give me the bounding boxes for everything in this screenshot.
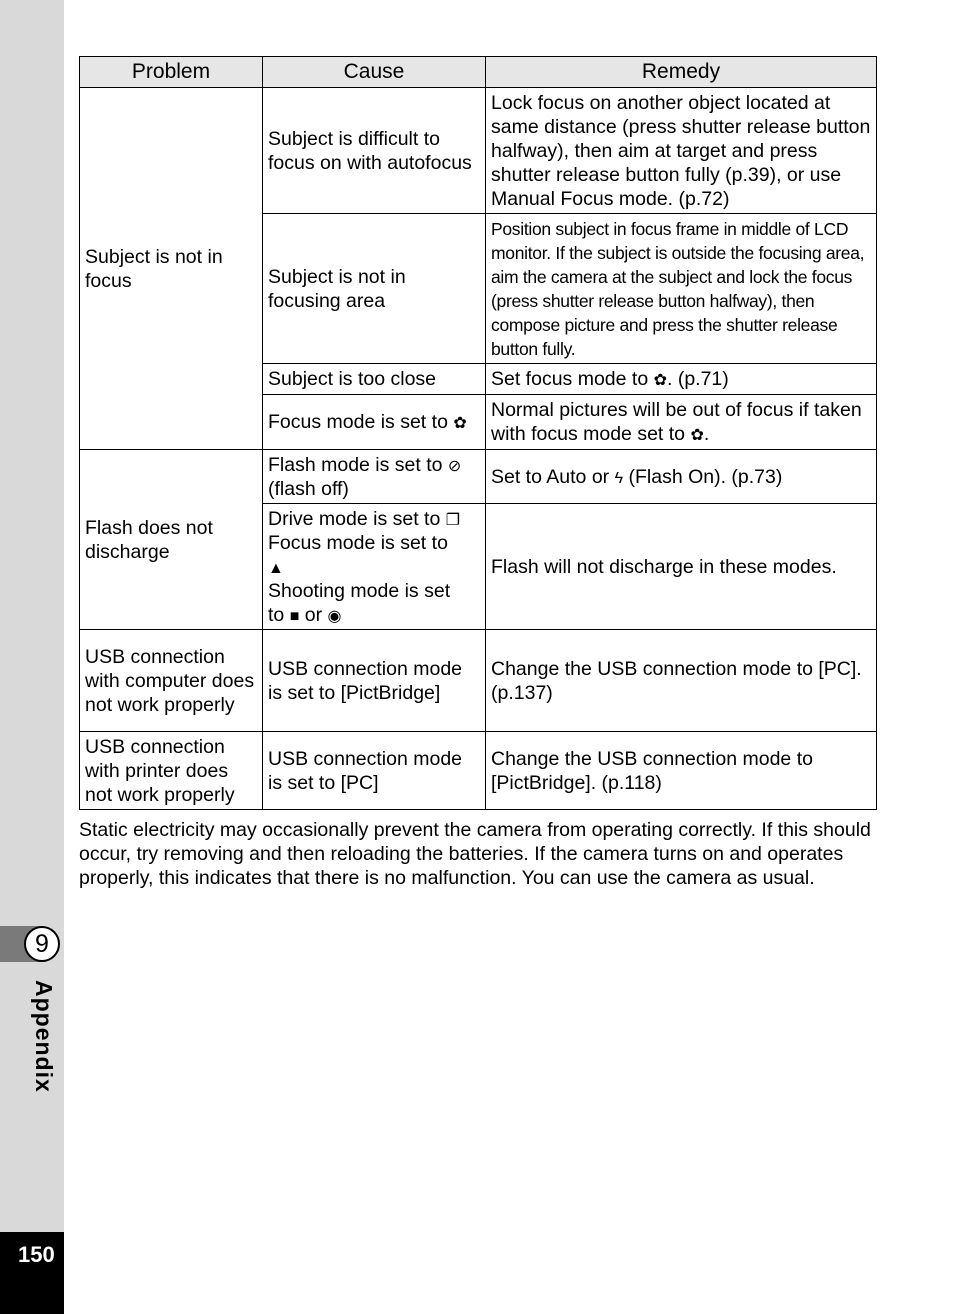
remedy-cell: Change the USB connection mode to [PC]. (p.137) — [486, 630, 877, 732]
cause-cell: Subject is not in focusing area — [263, 214, 486, 364]
header-remedy: Remedy — [486, 57, 877, 88]
macro-tulip-icon: ✿ — [453, 415, 467, 432]
remedy-text: . (p.71) — [667, 368, 729, 390]
cause-cell — [263, 395, 486, 450]
remedy-cell — [486, 450, 877, 504]
cause-text: Drive mode is set to — [268, 507, 446, 530]
cause-text: Flash mode is set to — [268, 453, 448, 476]
cause-cell — [263, 504, 486, 630]
movie-camera-icon: ■ — [289, 607, 300, 625]
table-row — [80, 630, 877, 732]
header-cause: Cause — [263, 57, 486, 88]
problem-cell: USB connection with printer does not work properly — [80, 732, 263, 810]
cause-text: to — [268, 603, 290, 626]
remedy-cell: Lock focus on another object located at same distance (press shutter release button halfway), then aim at target and press shutter release button fully (p.39), or use Manual Focus mode. (p.72) — [486, 88, 877, 214]
remedy-text: Set focus mode to — [491, 368, 654, 390]
cause-text: (flash off) — [268, 477, 349, 500]
problem-cell: Subject is not in focus — [80, 88, 263, 450]
cause-text: Focus mode is set to — [268, 531, 448, 554]
cause-text: Focus mode is set to — [268, 411, 454, 433]
cause-cell — [263, 450, 486, 504]
remedy-text: Set to Auto or — [491, 465, 615, 488]
remedy-text: . — [703, 423, 710, 445]
flash-on-icon: ϟ — [614, 469, 624, 487]
table-header-row — [80, 57, 877, 88]
cause-cell: Subject is difficult to focus on with autofocus — [263, 88, 486, 214]
remedy-cell: Position subject in focus frame in middle of LCD monitor. If the subject is outside the focusing area, aim the camera at the subject and lock the focus (press shutter release button halfway), then compose picture and press the shutter release button fully. — [486, 214, 877, 364]
table-row — [80, 732, 877, 810]
remedy-cell — [486, 364, 877, 395]
table-row — [80, 450, 877, 504]
static-electricity-note: Static electricity may occasionally prevent the camera from operating correctly. If this should occur, try removing and then reloading the batteries. If the camera turns on and operates properly, this indicates that there is no malfunction. You can use the camera as usual. — [79, 819, 871, 889]
cause-cell: Subject is too close — [263, 364, 486, 395]
remedy-cell: Flash will not discharge in these modes. — [486, 504, 877, 630]
problem-cell: Flash does not discharge — [80, 450, 263, 630]
problem-cell: USB connection with computer does not work properly — [80, 630, 263, 732]
table-row — [80, 88, 877, 214]
cause-text: Shooting mode is set — [268, 579, 451, 602]
cause-cell: USB connection mode is set to [PC] — [263, 732, 486, 810]
continuous-shooting-icon: ❐ — [445, 511, 461, 529]
macro-tulip-icon: ✿ — [690, 427, 704, 444]
cause-cell: USB connection mode is set to [PictBridge] — [263, 630, 486, 732]
chapter-number: 9 — [24, 926, 60, 962]
macro-tulip-icon: ✿ — [653, 372, 667, 389]
landscape-mountain-icon: ▲ — [268, 559, 284, 577]
cause-text: or — [299, 603, 328, 626]
header-problem: Problem — [80, 57, 263, 88]
page-number: 150 — [0, 1232, 64, 1314]
troubleshooting-table — [79, 56, 877, 810]
remedy-cell: Change the USB connection mode to [PictBridge]. (p.118) — [486, 732, 877, 810]
chapter-title: Appendix — [31, 980, 57, 1093]
flash-off-icon: ⊘ — [447, 457, 462, 475]
remedy-cell — [486, 395, 877, 450]
remedy-text: (Flash On). (p.73) — [623, 465, 783, 488]
chapter-sidebar — [0, 0, 64, 1314]
remedy-text: Normal pictures will be out of focus if taken with focus mode set to — [491, 399, 862, 445]
digital-filter-icon: ◉ — [327, 607, 342, 625]
